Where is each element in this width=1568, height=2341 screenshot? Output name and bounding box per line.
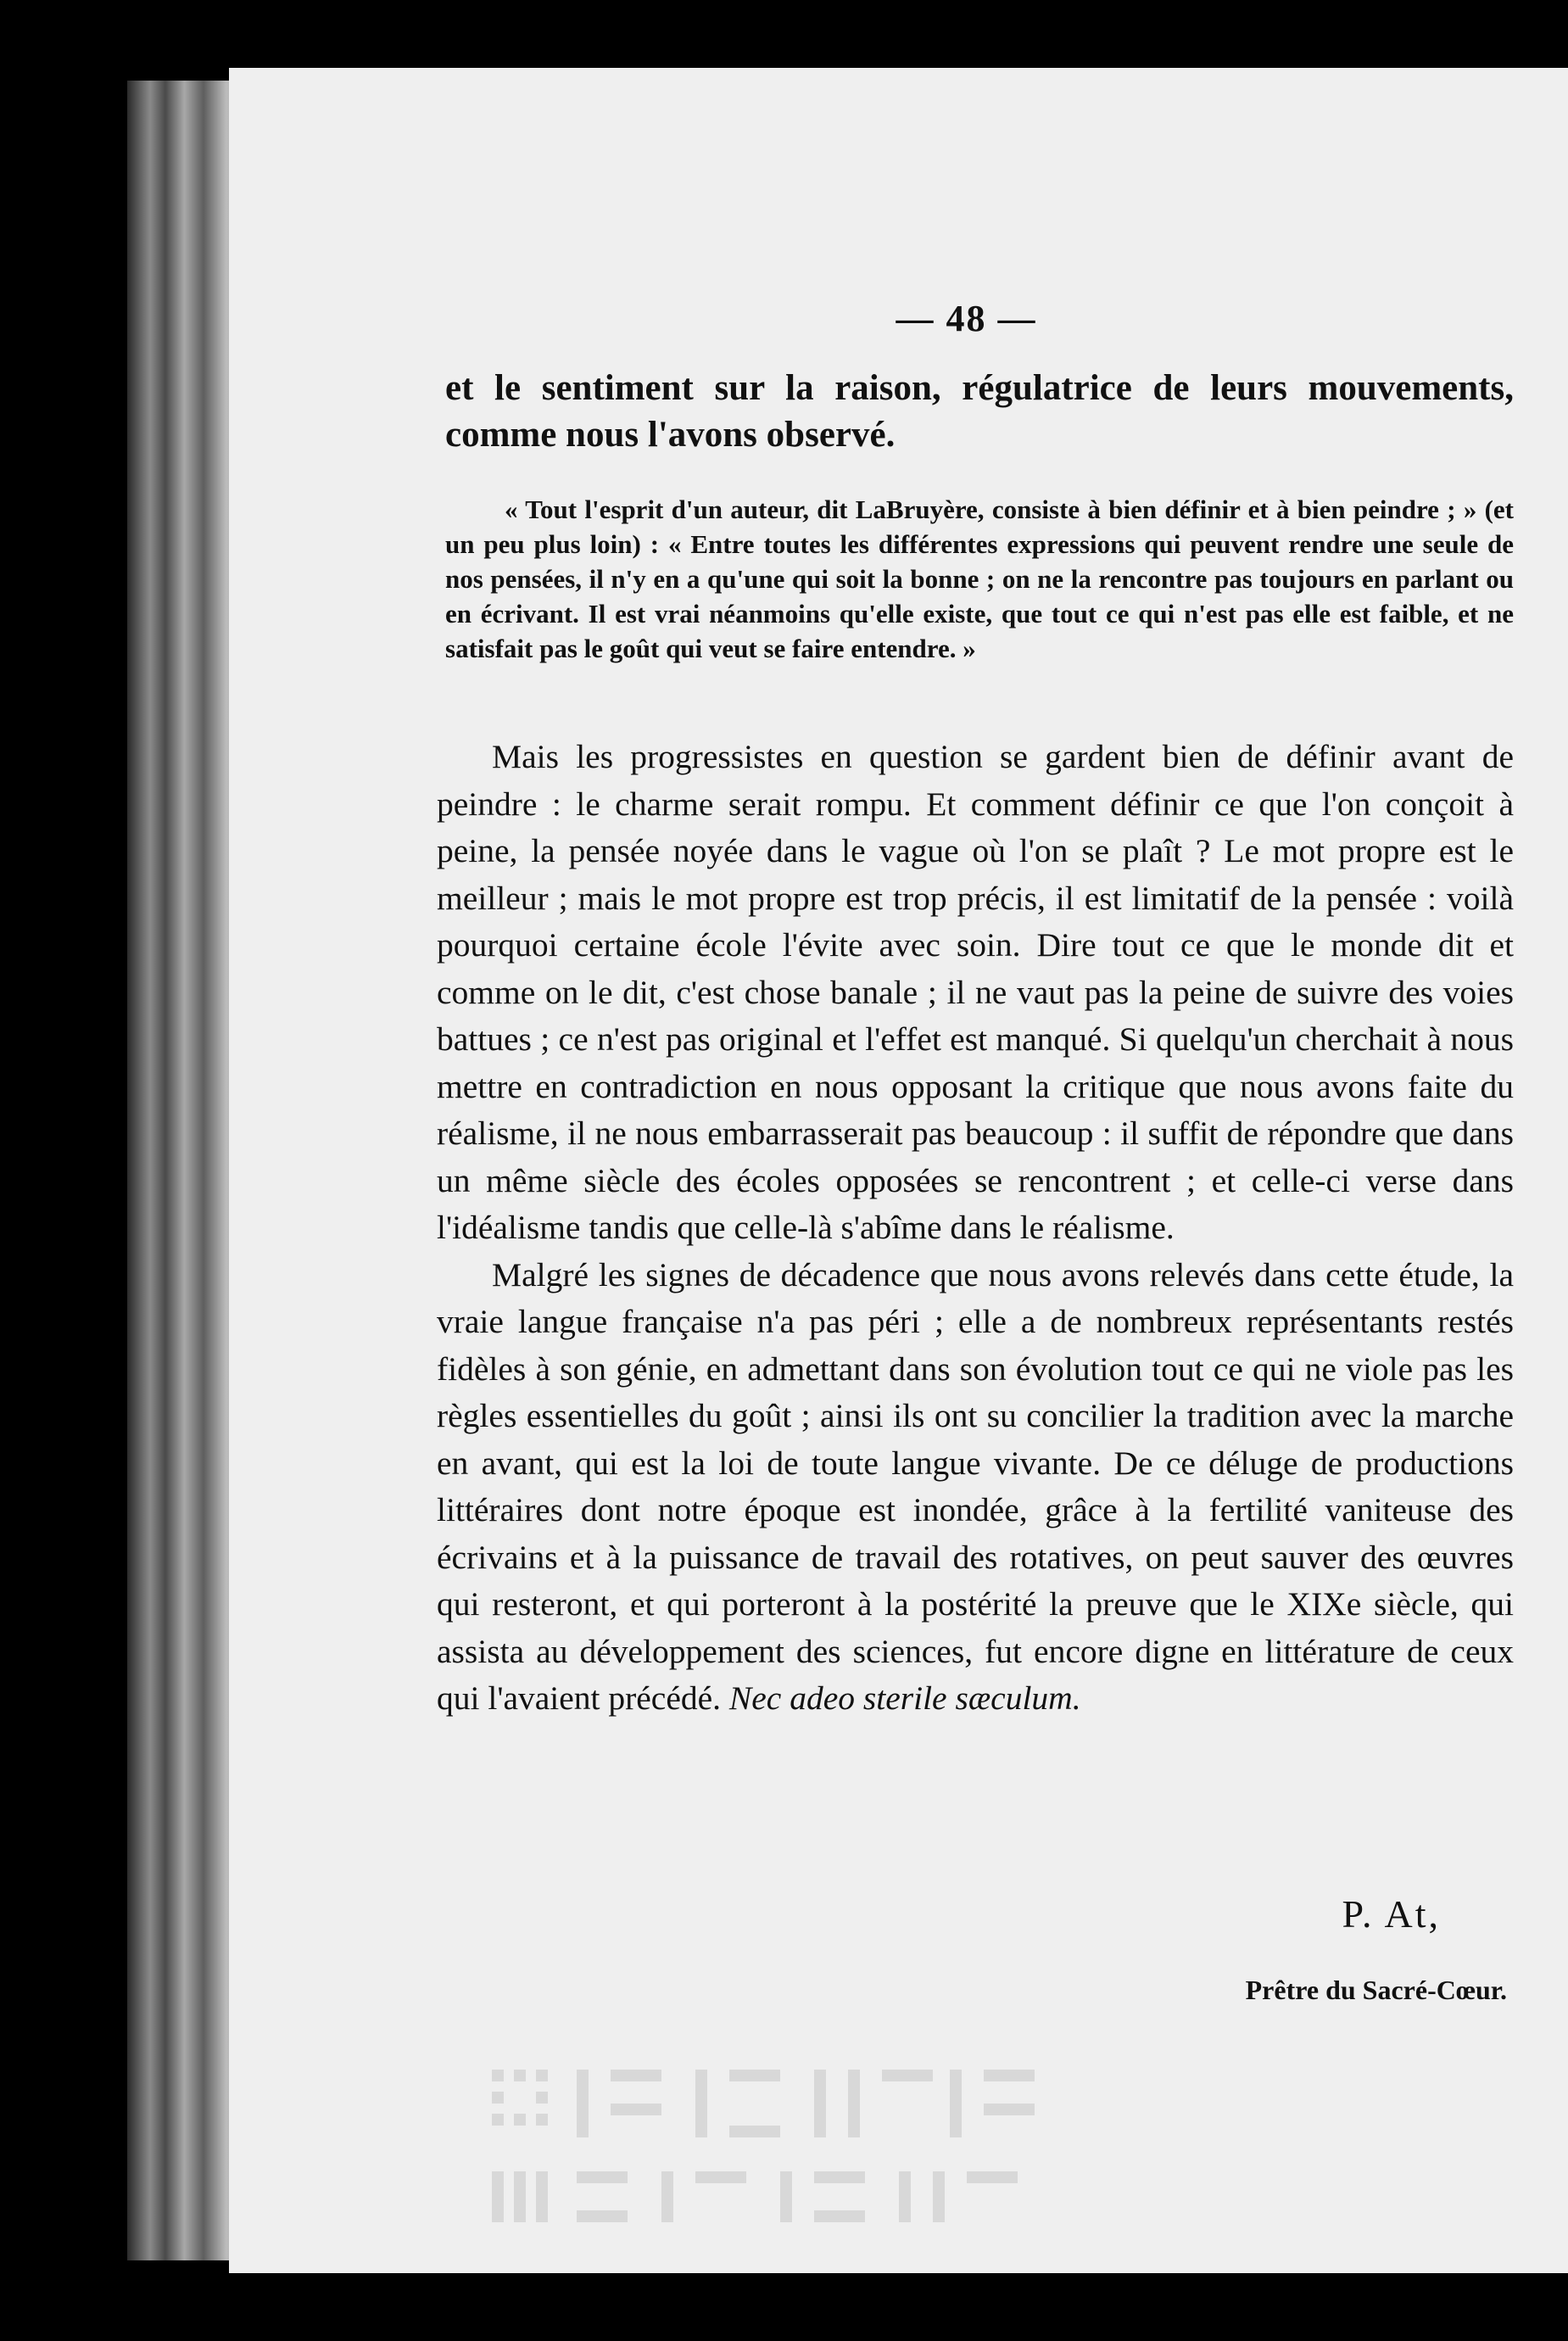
body-text <box>437 734 1514 1723</box>
intro-paragraph: et le sentiment sur la raison, régulatrice de leurs mouvements, comme nous l'avons observé. <box>445 368 1514 455</box>
book-page <box>229 68 1568 2273</box>
author-signature: P. At, <box>1342 1892 1441 1936</box>
paragraph-decadence <box>437 1252 1514 1723</box>
latin-phrase: Nec adeo sterile sæculum. <box>728 1679 1081 1717</box>
labruyere-quote: « Tout l'esprit d'un auteur, dit LaBruyère, consiste à bien définir et à bien peindre ; » (et un peu plus loin) : « Entre toutes les différentes expressions qui peuvent rendre une seule de nos pensées, il n'y en a qu'une qui soit la bonne ; on ne la rencontre pas toujours en parlant ou en écrivant. Il est vrai néanmoins qu'elle existe, que tout ce qui n'est pas elle est faible, et ne satisfait pas le goût qui veut se faire entendre. » <box>445 494 1514 663</box>
page-number: — 48 — <box>896 298 1037 339</box>
author-title: Prêtre du Sacré-Cœur. <box>1245 1975 1507 2005</box>
paragraph-decadence-text: Malgré les signes de décadence que nous avons relevés dans cette étude, la vraie langue française n'a pas péri ; elle a de nombreux représentants restés fidèles à son génie, en admettant dans son évolution tout ce qui ne viole pas les règles essentielles du goût ; ainsi ils ont su concilier la tradition avec la marche en avant, qui est la loi de toute langue vivante. De ce déluge de productions littéraires dont notre époque est inondée, grâce à la fertilité vaniteuse des écrivains et à la puissance de travail des rotatives, on peut sauver des œuvres qui resteront, et qui porteront à la postérité la preuve que le XIXe siècle, qui assista au développement des sciences, fut encore digne en littérature de ceux qui l'avaient précédé. <box>437 1255 1514 1717</box>
scan-bottom-border <box>0 2273 1568 2341</box>
library-stamp-watermark <box>475 2053 1069 2248</box>
paragraph-progressistes: Mais les progressistes en question se gardent bien de définir avant de peindre : le charme serait rompu. Et comment définir ce que l'on conçoit à peine, la pensée noyée dans le vague où l'on se plaît ? Le mot propre est le meilleur ; mais le mot propre est trop précis, il est limitatif de la pensée : voilà pourquoi certaine école l'évite avec soin. Dire tout ce que le monde dit et comme on le dit, c'est chose banale ; il ne vaut pas la peine de suivre des voies battues ; ce n'est pas original et l'effet est manqué. Si quelqu'un cherchait à nous mettre en contradiction en nous opposant la critique que nous avons faite du réalisme, il ne nous embarrasserait pas beaucoup : il suffit de répondre que dans un même siècle des écoles opposées se rencontrent ; et celle-ci verse dans l'idéalisme tandis que celle-là s'abîme dans le réalisme. <box>437 738 1514 1246</box>
